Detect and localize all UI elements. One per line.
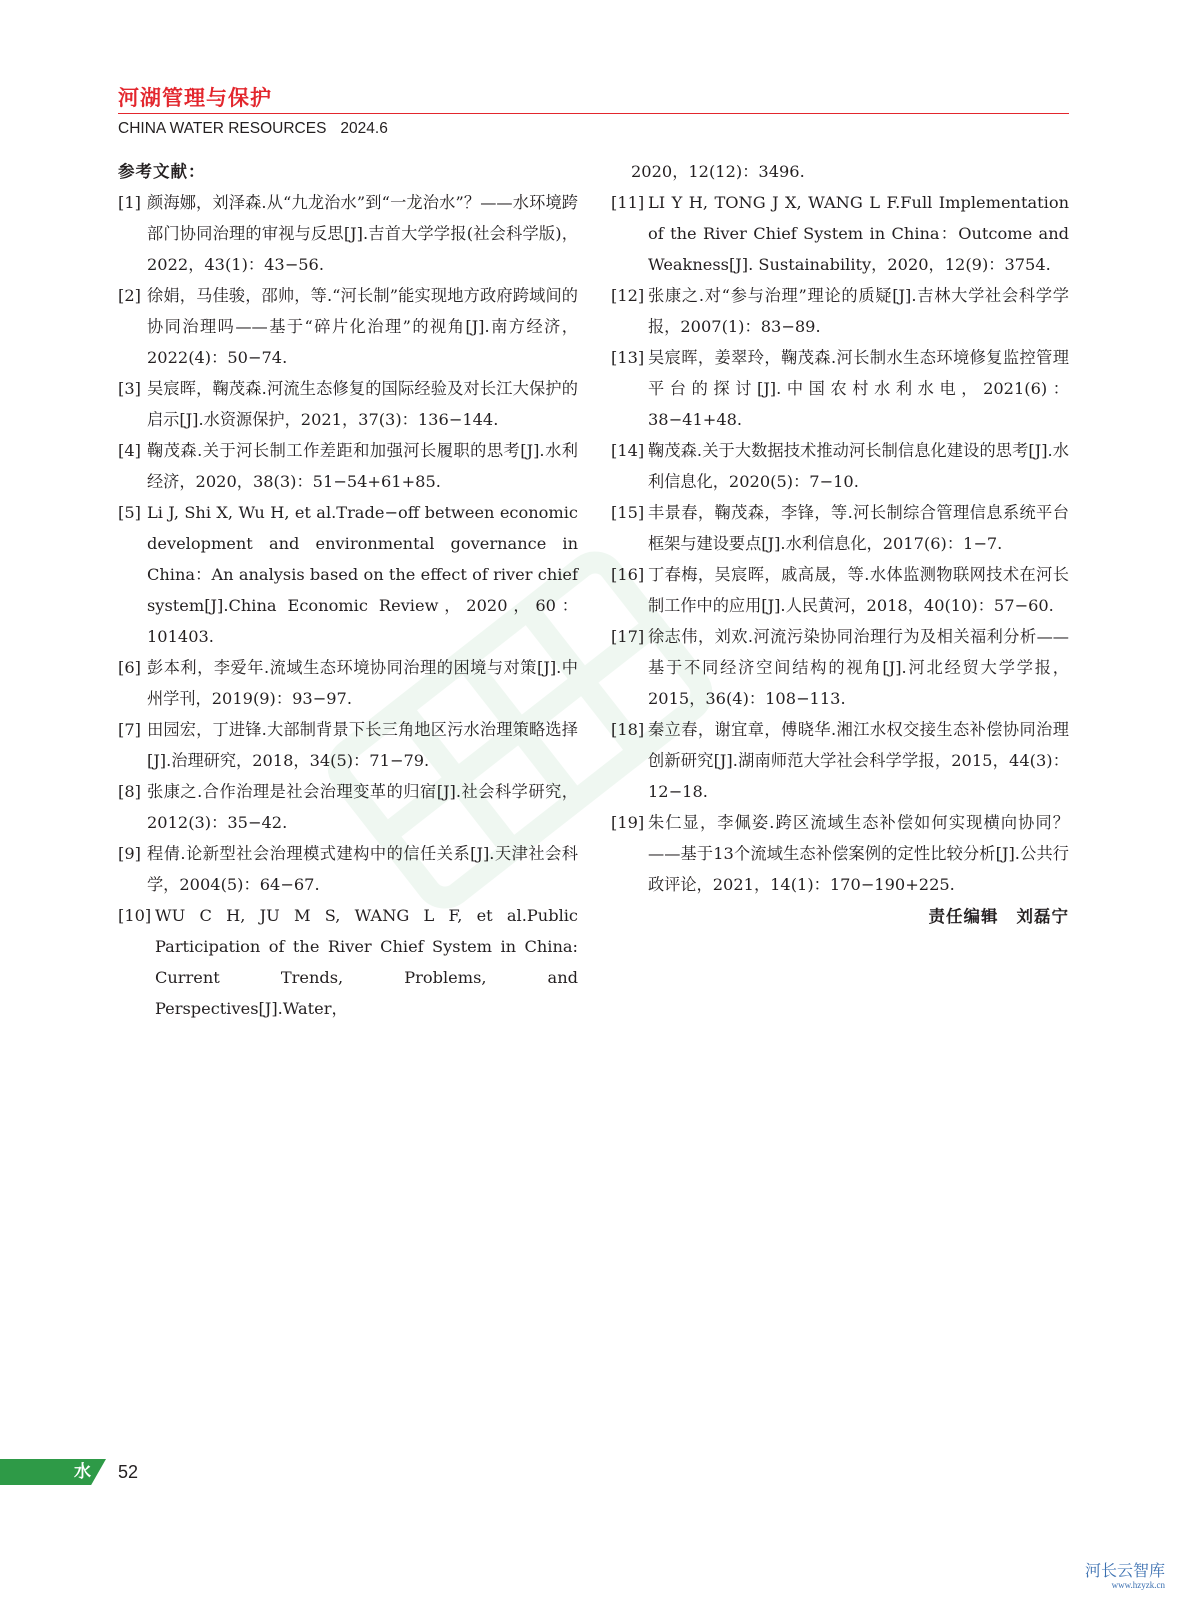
reference-number: [14] — [611, 441, 645, 460]
reference-text: 秦立春，谢宜章，傅晓华.湘江水权交接生态补偿协同治理创新研究[J].湖南师范大学社会科学学报，2015，44(3)：12−18. — [648, 720, 1069, 801]
reference-item — [118, 776, 578, 838]
reference-item — [611, 497, 1069, 559]
reference-item — [611, 559, 1069, 621]
reference-number: [4] — [118, 441, 141, 460]
reference-text: LI Y H, TONG J X, WANG L F.Full Implementation of the River Chief System in China：Outcome and Weakness[J]. Sustainability，2020，12(9)：3754. — [648, 193, 1069, 274]
reference-number: [17] — [611, 627, 645, 646]
reference-text: 彭本利，李爱年.流域生态环境协同治理的困境与对策[J].中州学刊，2019(9)：93−97. — [147, 658, 578, 708]
corner-logo-name: 河长云智库 — [1084, 1561, 1165, 1580]
reference-number: [8] — [118, 782, 141, 801]
reference-item — [118, 900, 578, 1024]
reference-text: 丁春梅，吴宸晖，戚高晟，等.水体监测物联网技术在河长制工作中的应用[J].人民黄河，2018，40(10)：57−60. — [648, 565, 1069, 615]
reference-number: [11] — [611, 193, 645, 212]
reference-item — [611, 621, 1069, 714]
reference-item — [118, 280, 578, 373]
reference-number: [15] — [611, 503, 645, 522]
reference-text: 2020，12(12)：3496. — [631, 162, 805, 181]
reference-text: 颜海娜，刘泽森.从“九龙治水”到“一龙治水”？——水环境跨部门协同治理的审视与反思[J].吉首大学学报(社会科学版)，2022，43(1)：43−56. — [147, 193, 578, 274]
journal-name: CHINA WATER RESOURCES — [118, 120, 327, 137]
reference-number: [5] — [118, 503, 141, 522]
page-number: 52 — [118, 1462, 139, 1482]
reference-item — [611, 807, 1069, 900]
editor-label: 责任编辑 — [928, 907, 999, 926]
reference-text: 吴宸晖，姜翠玲，鞠茂森.河长制水生态环境修复监控管理平台的探讨[J].中国农村水利水电，2021(6)：38−41+48. — [648, 348, 1069, 429]
editor-name: 刘磊宁 — [1016, 907, 1069, 926]
reference-item — [118, 373, 578, 435]
reference-text: 丰景春，鞠茂森，李锋，等.河长制综合管理信息系统平台框架与建设要点[J].水利信息化，2017(6)：1−7. — [648, 503, 1069, 553]
reference-number: [2] — [118, 286, 141, 305]
reference-text: Li J, Shi X, Wu H, et al.Trade−off between economic development and environmental governance in China：An analysis based on the effect of river chief system[J].China Economic Review，2020，60：101403. — [147, 503, 578, 646]
reference-item — [611, 187, 1069, 280]
header-rule — [118, 113, 1069, 114]
reference-text: 鞠茂森.关于大数据技术推动河长制信息化建设的思考[J].水利信息化，2020(5)：7−10. — [648, 441, 1069, 491]
reference-number: [16] — [611, 565, 645, 584]
reference-text: 徐娟，马佳骏，邵帅，等.“河长制”能实现地方政府跨域间的协同治理吗——基于“碎片化治理”的视角[J].南方经济，2022(4)：50−74. — [147, 286, 578, 367]
reference-item — [118, 714, 578, 776]
reference-text: 程倩.论新型社会治理模式建构中的信任关系[J].天津社会科学，2004(5)：64−67. — [147, 844, 578, 894]
issue-number: 2024.6 — [340, 120, 388, 137]
reference-item — [118, 497, 578, 652]
reference-continuation — [611, 156, 1069, 187]
responsible-editor — [611, 900, 1069, 934]
reference-number: [10] — [118, 906, 152, 925]
reference-text: 徐志伟，刘欢.河流污染协同治理行为及相关福利分析——基于不同经济空间结构的视角[J].河北经贸大学学报，2015，36(4)：108−113. — [648, 627, 1069, 708]
reference-number: [9] — [118, 844, 141, 863]
reference-text: 张康之.对“参与治理”理论的质疑[J].吉林大学社会科学学报，2007(1)：83−89. — [648, 286, 1069, 336]
reference-item — [611, 280, 1069, 342]
reference-text: 鞠茂森.关于河长制工作差距和加强河长履职的思考[J].水利经济，2020，38(3)：51−54+61+85. — [147, 441, 578, 491]
footer-tab-char: 水 — [74, 1462, 91, 1482]
reference-text: 张康之.合作治理是社会治理变革的归宿[J].社会科学研究，2012(3)：35−42. — [147, 782, 578, 832]
section-title: 河湖管理与保护 — [118, 86, 272, 110]
reference-number: [13] — [611, 348, 645, 367]
reference-text: 吴宸晖，鞠茂森.河流生态修复的国际经验及对长江大保护的启示[J].水资源保护，2021，37(3)：136−144. — [147, 379, 578, 429]
reference-item — [118, 838, 578, 900]
references-heading: 参考文献： — [118, 162, 206, 181]
references-right-column — [611, 156, 1069, 934]
reference-item — [611, 435, 1069, 497]
reference-number: [18] — [611, 720, 645, 739]
reference-item — [118, 652, 578, 714]
reference-number: [19] — [611, 813, 645, 832]
reference-number: [6] — [118, 658, 141, 677]
reference-number: [3] — [118, 379, 141, 398]
journal-line — [118, 120, 388, 138]
reference-item — [118, 187, 578, 280]
reference-text: WU C H, JU M S, WANG L F, et al.Public Participation of the River Chief System in China: Current Trends, Problems, and Perspectives[J].Water， — [155, 906, 578, 1018]
reference-item — [611, 714, 1069, 807]
corner-logo-url: www.hzyzk.cn — [1111, 1580, 1165, 1590]
reference-number: [1] — [118, 193, 141, 212]
reference-number: [12] — [611, 286, 645, 305]
references-left-column — [118, 156, 578, 1024]
reference-text: 田园宏，丁进锋.大部制背景下长三角地区污水治理策略选择[J].治理研究，2018，34(5)：71−79. — [147, 720, 578, 770]
reference-item — [611, 342, 1069, 435]
reference-text: 朱仁显，李佩姿.跨区流域生态补偿如何实现横向协同？——基于13个流域生态补偿案例的定性比较分析[J].公共行政评论，2021，14(1)：170−190+225. — [648, 813, 1069, 894]
reference-item — [118, 435, 578, 497]
corner-logo — [1085, 1562, 1165, 1590]
reference-number: [7] — [118, 720, 141, 739]
